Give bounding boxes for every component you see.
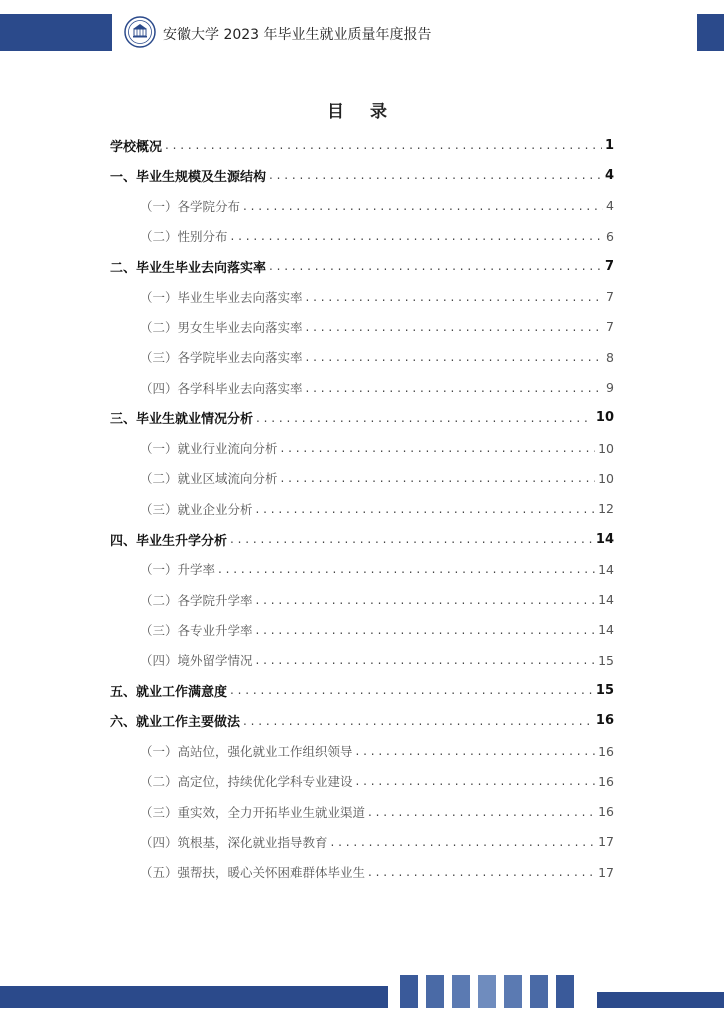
toc-entry-label: 四、毕业生升学分析: [110, 533, 228, 549]
toc-entry-label: 一、毕业生规模及生源结构: [110, 169, 267, 185]
university-logo-icon: [124, 16, 156, 48]
toc-entry-label: （二）男女生毕业去向落实率: [140, 319, 303, 335]
toc-entry-label: （一）升学率: [140, 562, 216, 578]
toc-entry-label: 三、毕业生就业情况分析: [110, 412, 254, 428]
footer-block: [400, 975, 418, 1008]
toc-entry-page: 14: [598, 592, 614, 608]
toc-leader-dots: [331, 835, 596, 849]
toc-entry[interactable]: [110, 584, 614, 614]
toc-entry-page: 16: [595, 713, 614, 729]
toc-entry[interactable]: [110, 797, 614, 827]
footer-block: [530, 975, 548, 1008]
toc-entry-page: 4: [606, 198, 614, 214]
toc-entry[interactable]: [110, 554, 614, 584]
toc-leader-dots: [230, 532, 593, 546]
toc-leader-dots: [218, 562, 595, 576]
toc-leader-dots: [306, 320, 603, 334]
toc-entry-page: 7: [604, 258, 614, 274]
toc-entry-page: 8: [606, 349, 614, 365]
toc-entry[interactable]: [110, 130, 614, 160]
toc-leader-dots: [256, 593, 596, 607]
toc-entry-page: 1: [604, 137, 614, 153]
toc-entry[interactable]: [110, 191, 614, 221]
table-of-contents: [110, 130, 614, 887]
footer-bar-left: [0, 986, 388, 1008]
toc-entry-label: （二）高定位，持续优化学科专业建设: [140, 774, 353, 790]
toc-leader-dots: [306, 290, 603, 304]
toc-entry-label: （三）就业企业分析: [140, 501, 253, 517]
toc-entry-page: 6: [606, 228, 614, 244]
toc-entry-page: 16: [598, 804, 614, 820]
toc-entry-page: 14: [598, 561, 614, 577]
toc-entry-page: 12: [598, 501, 614, 517]
toc-leader-dots: [243, 714, 593, 728]
toc-leader-dots: [368, 805, 595, 819]
toc-leader-dots: [281, 471, 596, 485]
toc-leader-dots: [306, 381, 603, 395]
header-bar-right: [697, 14, 724, 51]
toc-entry-label: （五）强帮扶，暖心关怀困难群体毕业生: [140, 865, 366, 881]
toc-entry-page: 14: [598, 622, 614, 638]
toc-entry-page: 9: [606, 380, 614, 396]
toc-heading: 目 录: [327, 102, 397, 122]
footer-bar-right: [597, 992, 724, 1008]
toc-leader-dots: [368, 865, 595, 879]
toc-entry-label: 二、毕业生毕业去向落实率: [110, 260, 267, 276]
toc-leader-dots: [281, 441, 596, 455]
toc-leader-dots: [256, 623, 596, 637]
toc-entry-page: 7: [606, 319, 614, 335]
toc-entry[interactable]: [110, 463, 614, 493]
toc-leader-dots: [231, 229, 603, 243]
toc-entry[interactable]: [110, 312, 614, 342]
toc-leader-dots: [306, 350, 603, 364]
toc-entry[interactable]: [110, 857, 614, 887]
toc-leader-dots: [256, 502, 596, 516]
toc-entry-page: 4: [604, 167, 614, 183]
toc-leader-dots: [356, 774, 596, 788]
toc-entry-page: 14: [595, 531, 614, 547]
toc-entry[interactable]: [110, 706, 614, 736]
toc-entry[interactable]: [110, 524, 614, 554]
toc-entry-label: （二）性别分布: [140, 229, 228, 245]
toc-entry-page: 15: [595, 682, 614, 698]
toc-entry-page: 10: [598, 470, 614, 486]
toc-entry-label: （一）各学院分布: [140, 198, 241, 214]
toc-entry[interactable]: [110, 342, 614, 372]
toc-entry[interactable]: [110, 221, 614, 251]
footer-block: [452, 975, 470, 1008]
toc-entry[interactable]: [110, 251, 614, 281]
footer-block: [426, 975, 444, 1008]
toc-entry-label: （三）各学院毕业去向落实率: [140, 350, 303, 366]
toc-leader-dots: [269, 168, 602, 182]
toc-leader-dots: [243, 199, 603, 213]
toc-entry[interactable]: [110, 281, 614, 311]
toc-entry-label: 学校概况: [110, 139, 163, 155]
toc-entry-label: （一）毕业生毕业去向落实率: [140, 289, 303, 305]
toc-leader-dots: [165, 138, 602, 152]
toc-entry-page: 7: [606, 289, 614, 305]
toc-entry-page: 10: [595, 410, 614, 426]
toc-entry[interactable]: [110, 645, 614, 675]
toc-entry[interactable]: [110, 403, 614, 433]
toc-entry-page: 15: [598, 652, 614, 668]
toc-entry[interactable]: [110, 433, 614, 463]
footer-block: [504, 975, 522, 1008]
toc-entry-page: 16: [598, 773, 614, 789]
toc-entry[interactable]: [110, 160, 614, 190]
toc-leader-dots: [356, 744, 596, 758]
toc-leader-dots: [269, 259, 602, 273]
report-title: 安徽大学 2023 年毕业生就业质量年度报告: [163, 27, 432, 43]
toc-entry-page: 17: [598, 834, 614, 850]
toc-entry-label: （三）各专业升学率: [140, 622, 253, 638]
toc-entry[interactable]: [110, 827, 614, 857]
toc-entry[interactable]: [110, 766, 614, 796]
toc-entry-label: （三）重实效，全力开拓毕业生就业渠道: [140, 804, 366, 820]
toc-entry-page: 16: [598, 743, 614, 759]
toc-entry-label: 六、就业工作主要做法: [110, 715, 241, 731]
toc-entry-page: 17: [598, 864, 614, 880]
toc-leader-dots: [256, 653, 596, 667]
toc-entry-label: （一）就业行业流向分析: [140, 441, 278, 457]
toc-entry[interactable]: [110, 494, 614, 524]
footer-decor-blocks: [400, 975, 574, 1008]
footer-block: [556, 975, 574, 1008]
toc-entry-label: （四）筑根基，深化就业指导教育: [140, 834, 328, 850]
footer-block: [478, 975, 496, 1008]
toc-entry-label: （四）各学科毕业去向落实率: [140, 380, 303, 396]
header-bar-left: [0, 14, 112, 51]
toc-entry-label: 五、就业工作满意度: [110, 684, 228, 700]
toc-entry[interactable]: [110, 675, 614, 705]
toc-leader-dots: [230, 683, 593, 697]
toc-entry-label: （二）就业区域流向分析: [140, 471, 278, 487]
toc-entry-page: 10: [598, 440, 614, 456]
toc-entry-label: （一）高站位，强化就业工作组织领导: [140, 744, 353, 760]
toc-leader-dots: [256, 411, 593, 425]
toc-entry-label: （四）境外留学情况: [140, 653, 253, 669]
toc-entry-label: （二）各学院升学率: [140, 592, 253, 608]
toc-entry[interactable]: [110, 372, 614, 402]
toc-entry[interactable]: [110, 615, 614, 645]
toc-entry[interactable]: [110, 736, 614, 766]
